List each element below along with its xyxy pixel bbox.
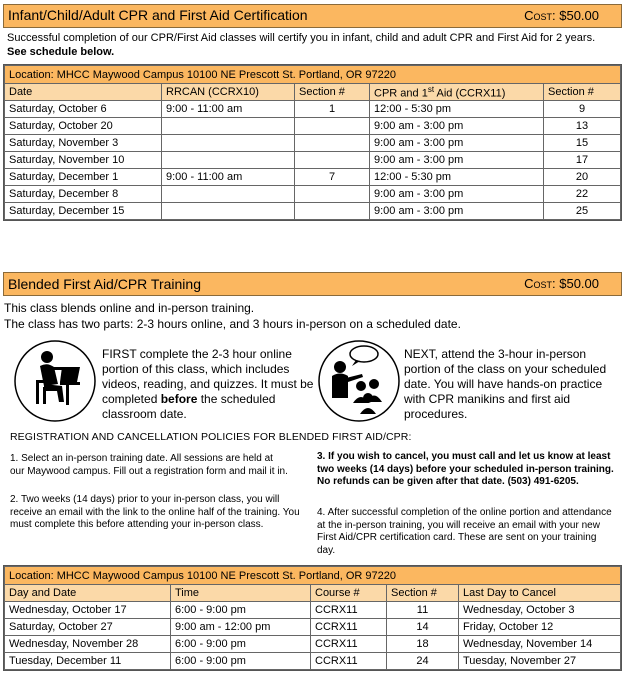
policy-3: 3. If you wish to cancel, you must call and let us know at least two weeks (14 days) before your scheduled in-person training. No refunds can be given after that date. (503) 491-6205. — [317, 451, 614, 487]
cell-section: 11 — [387, 602, 459, 619]
table-header: Day and Date Time Course # Section # Last Day to Cancel — [5, 585, 621, 602]
cell-sec1 — [295, 186, 370, 203]
cell-cpr: 9:00 am - 3:00 pm — [370, 135, 544, 152]
table-row — [5, 203, 621, 220]
cell-rrcan: 9:00 - 11:00 am — [162, 101, 295, 118]
table-row — [5, 619, 621, 636]
cell-course: CCRX11 — [311, 636, 387, 653]
cell-time: 6:00 - 9:00 pm — [171, 636, 311, 653]
cell-date: Saturday, November 3 — [5, 135, 162, 152]
blended-cost: Cost: $50.00 — [524, 276, 599, 291]
table-row — [5, 169, 621, 186]
cell-sec1 — [295, 118, 370, 135]
cell-section: 24 — [387, 653, 459, 670]
cell-last: Wednesday, October 3 — [459, 602, 621, 619]
cell-rrcan — [162, 152, 295, 169]
cell-date: Saturday, October 20 — [5, 118, 162, 135]
cell-rrcan — [162, 203, 295, 220]
cell-last: Friday, October 12 — [459, 619, 621, 636]
cell-sec1 — [295, 203, 370, 220]
cell-sec1 — [295, 152, 370, 169]
computer-user-icon — [14, 340, 96, 422]
table-row — [5, 118, 621, 135]
cell-sec1: 1 — [295, 101, 370, 118]
cell-sec2: 17 — [544, 152, 621, 169]
cell-sec2: 22 — [544, 186, 621, 203]
cell-date: Saturday, December 15 — [5, 203, 162, 220]
cell-cpr: 9:00 am - 3:00 pm — [370, 203, 544, 220]
cell-section: 18 — [387, 636, 459, 653]
policy-1: 1. Select an in-person training date. All sessions are held at our Maywood campus. Fill out a registration form and mail it in. — [10, 453, 288, 477]
table-row — [5, 152, 621, 169]
cell-time: 9:00 am - 12:00 pm — [171, 619, 311, 636]
cell-rrcan — [162, 118, 295, 135]
blended-title: Blended First Aid/CPR Training — [8, 276, 201, 292]
cell-last: Tuesday, November 27 — [459, 653, 621, 670]
blended-location: Location: MHCC Maywood Campus 10100 NE Prescott St. Portland, OR 97220 — [5, 567, 621, 585]
table-row — [5, 653, 621, 670]
policies-heading: REGISTRATION AND CANCELLATION POLICIES FOR BLENDED FIRST AID/CPR: — [10, 431, 412, 443]
cell-course: CCRX11 — [311, 602, 387, 619]
cpr-intro: Successful completion of our CPR/First Aid classes will certify you in infant, child and adult CPR and First Aid for 2 years. See schedule below. — [7, 32, 596, 58]
cell-day: Saturday, October 27 — [5, 619, 171, 636]
blended-schedule-table — [3, 565, 622, 671]
cell-section: 14 — [387, 619, 459, 636]
table-row — [5, 186, 621, 203]
table-row — [5, 602, 621, 619]
table-row — [5, 101, 621, 118]
instructor-group-icon — [318, 340, 400, 422]
cell-sec1 — [295, 135, 370, 152]
cpr-cost: Cost: $50.00 — [524, 8, 599, 23]
cell-sec1: 7 — [295, 169, 370, 186]
cell-day: Tuesday, December 11 — [5, 653, 171, 670]
cpr-title: Infant/Child/Adult CPR and First Aid Certification — [8, 7, 308, 23]
cell-day: Wednesday, November 28 — [5, 636, 171, 653]
cell-date: Saturday, November 10 — [5, 152, 162, 169]
table-row — [5, 135, 621, 152]
cpr-schedule-table — [3, 64, 622, 221]
cell-time: 6:00 - 9:00 pm — [171, 653, 311, 670]
cell-rrcan — [162, 186, 295, 203]
cell-course: CCRX11 — [311, 619, 387, 636]
cpr-banner — [3, 4, 622, 28]
cell-rrcan: 9:00 - 11:00 am — [162, 169, 295, 186]
policy-4: 4. After successful completion of the online portion and attendance at the in-person training, you will receive an email with your new First Aid/CPR certification card. These are sent on your training day. — [317, 507, 612, 556]
cell-last: Wednesday, November 14 — [459, 636, 621, 653]
cell-sec2: 9 — [544, 101, 621, 118]
first-step-text: FIRST complete the 2-3 hour online portion of this class, which includes videos, reading, and quizzes. It must be completed before the scheduled classroom date. — [102, 347, 314, 421]
cell-day: Wednesday, October 17 — [5, 602, 171, 619]
cell-date: Saturday, December 1 — [5, 169, 162, 186]
cell-cpr: 9:00 am - 3:00 pm — [370, 186, 544, 203]
blended-banner — [3, 272, 622, 296]
cell-time: 6:00 - 9:00 pm — [171, 602, 311, 619]
cell-sec2: 20 — [544, 169, 621, 186]
cell-sec2: 15 — [544, 135, 621, 152]
cell-sec2: 25 — [544, 203, 621, 220]
table-header: Date RRCAN (CCRX10) Section # CPR and 1st Aid (CCRX11) Section # — [5, 84, 621, 101]
cell-course: CCRX11 — [311, 653, 387, 670]
policy-2: 2. Two weeks (14 days) prior to your in-person class, you will receive an email with the link to the online half of the training. You must complete this before attending your in-person class. — [10, 494, 300, 530]
table-row — [5, 636, 621, 653]
blended-line-2: The class has two parts: 2-3 hours online, and 3 hours in-person on a scheduled date. — [4, 317, 461, 331]
cell-cpr: 12:00 - 5:30 pm — [370, 101, 544, 118]
cell-rrcan — [162, 135, 295, 152]
cell-cpr: 9:00 am - 3:00 pm — [370, 118, 544, 135]
blended-line-1: This class blends online and in-person training. — [4, 301, 255, 315]
cell-cpr: 9:00 am - 3:00 pm — [370, 152, 544, 169]
cell-sec2: 13 — [544, 118, 621, 135]
cell-date: Saturday, December 8 — [5, 186, 162, 203]
cell-date: Saturday, October 6 — [5, 101, 162, 118]
next-step-text: NEXT, attend the 3-hour in-person portion of the class on your scheduled date. You will have hands-on practice with CPR manikins and first aid procedures. — [404, 347, 607, 421]
cell-cpr: 12:00 - 5:30 pm — [370, 169, 544, 186]
cpr-location: Location: MHCC Maywood Campus 10100 NE Prescott St. Portland, OR 97220 — [5, 66, 621, 84]
